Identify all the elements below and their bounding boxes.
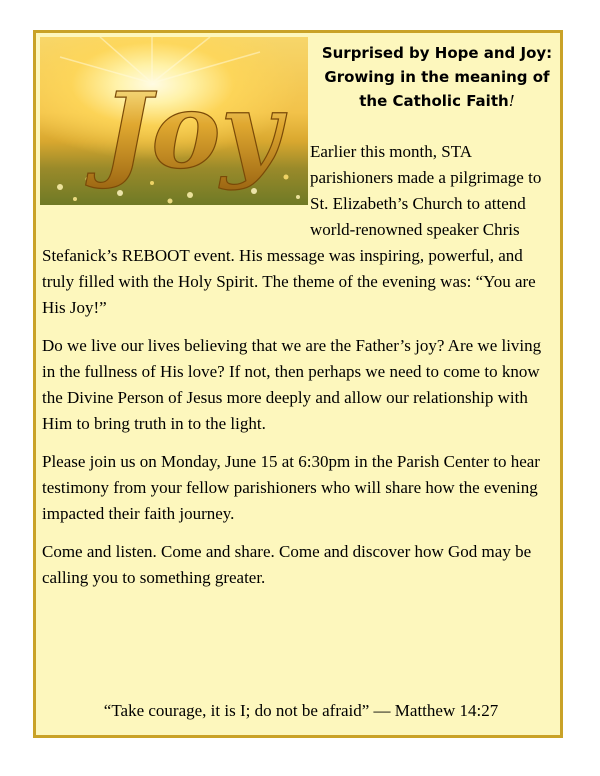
headline-exclaim: !	[508, 92, 515, 110]
paragraph-intro: Earlier this month, STA parishioners made a pilgrimage to St. Elizabeth’s Church to attend world-renowned speaker Chris Stefanick’s REBOOT event. His message was inspiring, powerful, and truly filled with the Holy Spirit. The theme of the evening was: “You are His Joy!”	[42, 142, 542, 317]
flyer	[33, 30, 563, 738]
headline-line-2: Growing in the meaning of	[324, 68, 550, 86]
headline-line-3	[312, 89, 562, 113]
headline-line-1: Surprised by Hope and Joy:	[321, 44, 553, 62]
scripture-quote: “Take courage, it is I; do not be afraid” — Matthew 14:27	[103, 701, 499, 720]
headline	[312, 41, 562, 113]
paragraph-reflection: Do we live our lives believing that we are the Father’s joy? Are we living in the fullness of His love? If not, then perhaps we need to come to know the Divine Person of Jesus more deeply and allow our relationship with Him to bring truth in to the light.	[42, 336, 542, 433]
paragraph-closing: Come and listen. Come and share. Come and discover how God may be calling you to something greater.	[42, 542, 532, 587]
image-wrap-spacer	[42, 139, 310, 229]
article-body	[42, 139, 558, 603]
headline-line-3-text: the Catholic Faith	[359, 92, 509, 110]
paragraph-invitation: Please join us on Monday, June 15 at 6:30pm in the Parish Center to hear testimony from your fellow parishioners who will share how the evening impacted their faith journey.	[42, 452, 540, 523]
joy-wordmark: Joy	[102, 69, 282, 192]
